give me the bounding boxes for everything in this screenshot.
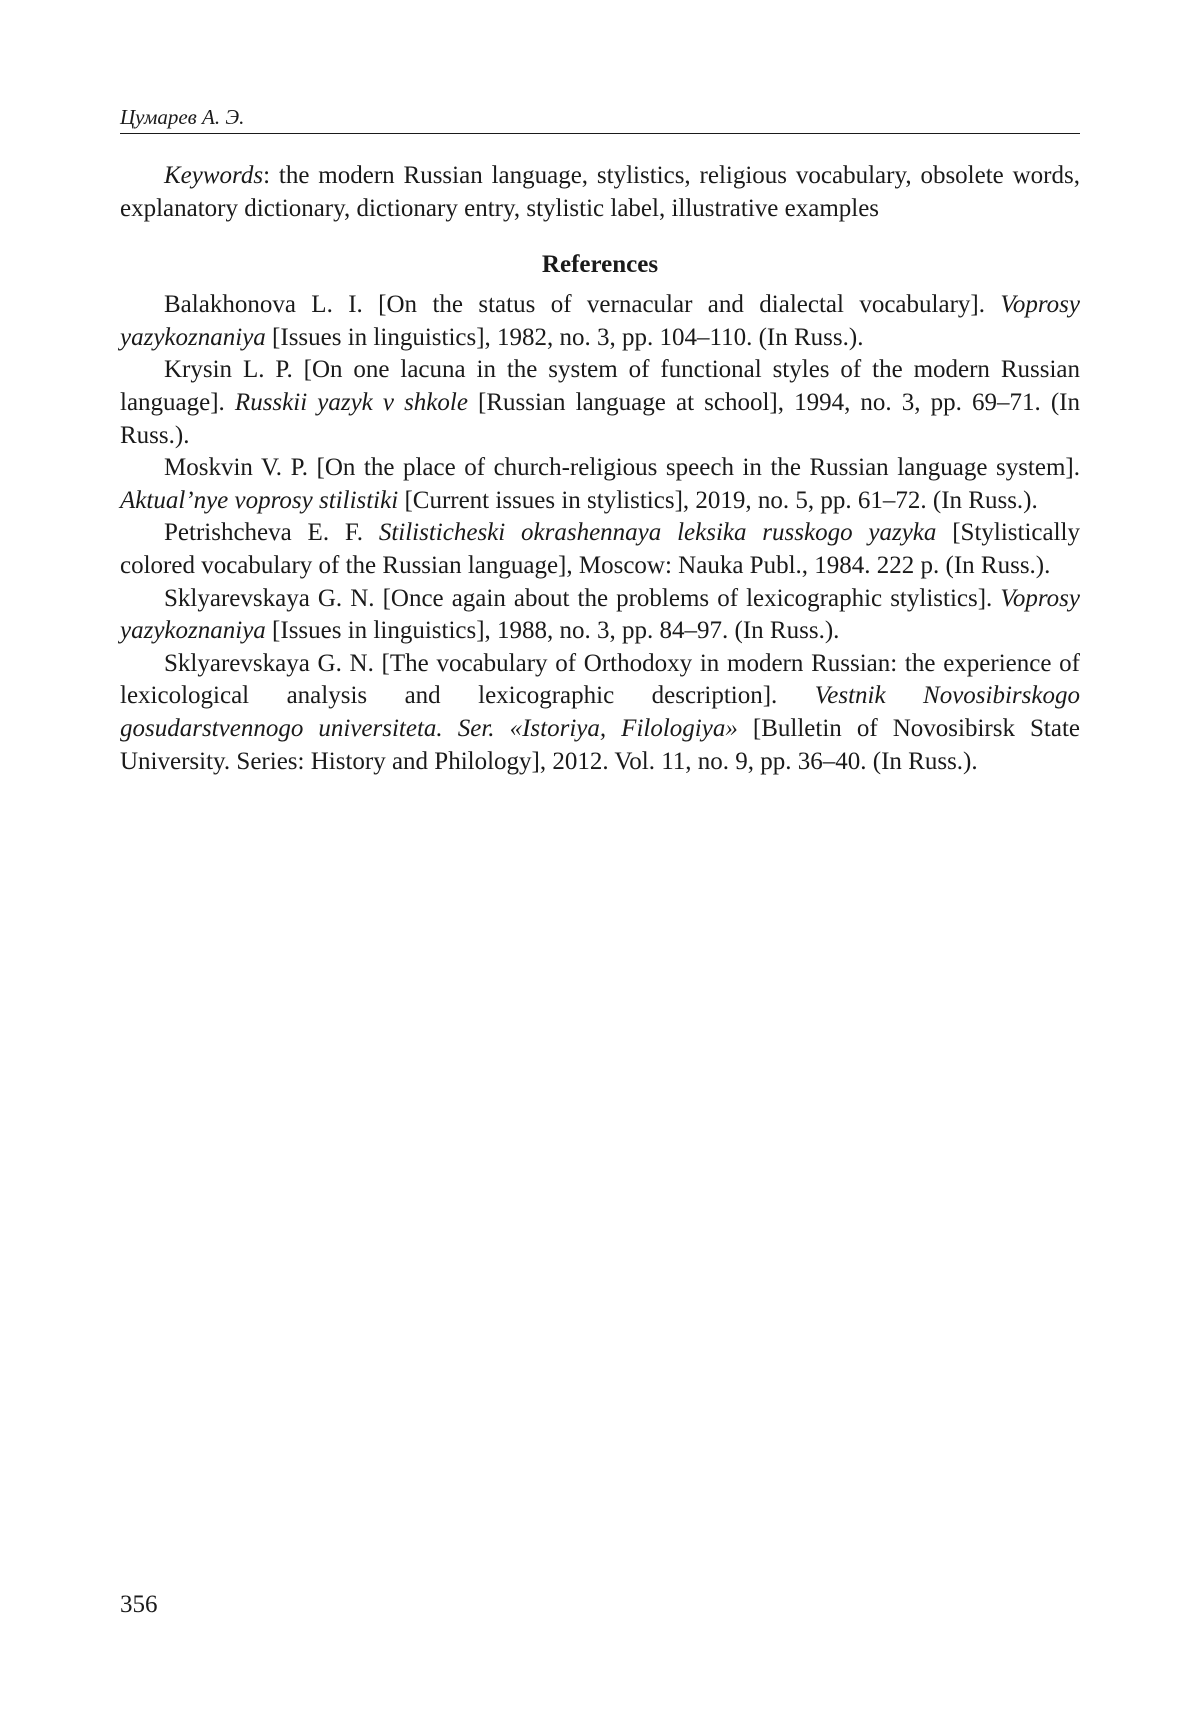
reference-journal: Aktual’nye voprosy stilistiki (120, 486, 399, 514)
reference-lead: Krysin L. P. [On one lacuna in the system of functional styles of the modern Russian language]. (120, 356, 1080, 416)
reference-tail: [Issues in linguistics], 1982, no. 3, pp. 104–110. (In Russ.). (265, 323, 864, 351)
keywords-separator: : (263, 162, 279, 189)
reference-tail: [Stylistically colored vocabulary of the Russian language], Moscow: Nauka Publ., 1984. 222 p. (In Russ.). (120, 519, 1080, 579)
reference-tail: [Russian language at school], 1994, no. 3, pp. 69–71. (In Russ.). (120, 388, 1080, 449)
reference-item (120, 289, 1080, 354)
reference-journal: Russkii yazyk v shkole (234, 388, 468, 416)
page-number: 356 (120, 1591, 158, 1618)
reference-lead: Moskvin V. P. [On the place of church-religious speech in the Russian language system]. (164, 454, 1080, 482)
reference-item (120, 648, 1080, 778)
reference-tail: [Issues in linguistics], 1988, no. 3, pp. 84–97. (In Russ.). (265, 617, 840, 645)
body-text (120, 160, 1080, 778)
reference-item (120, 583, 1080, 648)
references-heading: References (541, 251, 659, 279)
keywords-paragraph (120, 160, 1080, 225)
reference-lead: Balakhonova L. I. [On the status of vernacular and dialectal vocabulary]. (164, 291, 1001, 319)
reference-item (120, 452, 1080, 517)
reference-journal: Voprosy yazykoznaniya (120, 584, 1080, 645)
reference-tail: [Current issues in stylistics], 2019, no. 5, pp. 61–72. (In Russ.). (398, 486, 1038, 514)
reference-journal: Vestnik Novosibirskogo gosudarstvennogo universiteta. Ser. «Istoriya, Filologiya» (120, 682, 1080, 742)
keywords-label: Keywords (164, 162, 264, 189)
keywords-text: the modern Russian language, stylistics, religious vocabulary, obsolete words, explanatory dictionary, dictionary entry, stylistic label, illustrative examples (120, 162, 1080, 222)
reference-tail: [Bulletin of Novosibirsk State University. Series: History and Philology], 2012. Vol. 11, no. 9, pp. 36–40. (In Russ.). (120, 714, 1080, 775)
reference-book-title: Stilisticheski okrashennaya leksika russkogo yazyka (378, 519, 937, 547)
reference-lead: Sklyarevskaya G. N. [Once again about the problems of lexicographic stylistics]. (164, 584, 1001, 612)
reference-lead: Sklyarevskaya G. N. [The vocabulary of Orthodoxy in modern Russian: the experience of lexicological analysis and lexicographic description]. (120, 649, 1080, 710)
reference-item (120, 354, 1080, 452)
reference-lead: Petrishcheva E. F. (164, 519, 379, 547)
reference-item (120, 517, 1080, 582)
reference-journal: Voprosy yazykoznaniya (120, 291, 1080, 351)
running-head-author: Цумарев А. Э. (120, 105, 245, 129)
header-rule (120, 133, 1080, 134)
